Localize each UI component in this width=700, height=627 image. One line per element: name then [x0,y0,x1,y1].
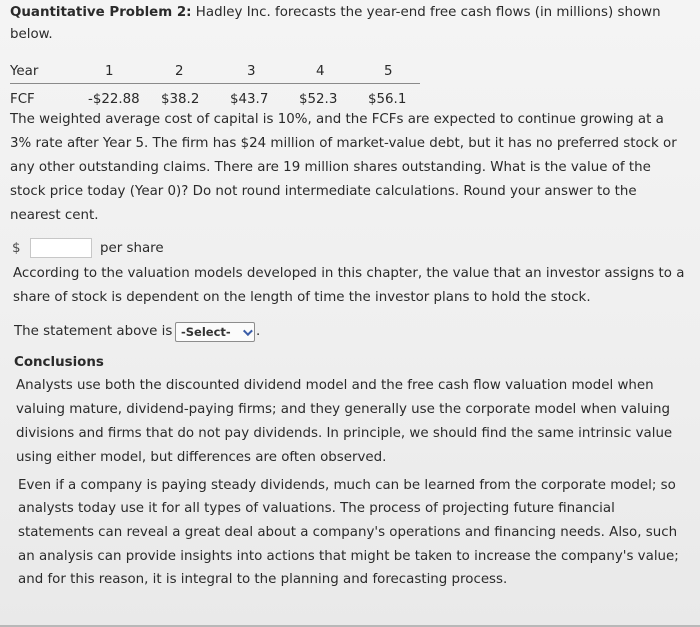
conclusion-line: valuing mature, dividend-paying firms; and they generally use the corporate model when valuing [16,402,670,417]
conclusion-line: an analysis can provide insights into actions that might be taken to increase the company's value; [18,549,679,564]
year-cell: 4 [316,64,325,79]
select-period: . [256,324,261,339]
problem-intro-text: Hadley Inc. forecasts the year-end free cash flows (in millions) shown [191,5,661,20]
year-label: Year [10,64,39,79]
year-cell: 1 [105,64,114,79]
conclusion-line: and for this reason, it is integral to the planning and forecasting process. [18,572,508,587]
fcf-cell: $38.2 [161,92,200,107]
question-line: The weighted average cost of capital is 10%, and the FCFs are expected to continue growing at a [10,112,664,127]
conclusions-heading: Conclusions [14,355,104,370]
statement-line: According to the valuation models developed in this chapter, the value that an investor assigns to a [13,266,685,281]
problem-intro-line-1 [10,4,661,22]
table-divider [10,83,420,84]
fcf-cell: -$22.88 [88,92,140,107]
year-cell: 3 [247,64,256,79]
fcf-label: FCF [10,92,35,107]
conclusion-line: Even if a company is paying steady dividends, much can be learned from the corporate model; so [18,478,676,493]
year-cell: 2 [175,64,184,79]
year-cell: 5 [384,64,393,79]
conclusion-line: using either model, but differences are often observed. [16,450,387,465]
conclusion-line: divisions and firms that do not pay dividends. In principle, we should find the same intrinsic value [16,426,673,441]
conclusion-line: analysts today use it for all types of valuations. The process of projecting future financial [18,501,615,516]
true-false-select[interactable] [175,322,255,342]
question-line: stock price today (Year 0)? Do not round intermediate calculations. Round your answer to the [10,184,637,199]
conclusion-line: statements can reveal a great deal about a company's operations and financing needs. Also, such [18,525,678,540]
problem-heading: Quantitative Problem 2: [10,5,192,20]
question-line: 3% rate after Year 5. The firm has $24 million of market-value debt, but it has no preferred stock or [10,136,677,151]
conclusion-line: Analysts use both the discounted dividend model and the free cash flow valuation model when [16,378,654,393]
chevron-down-icon [243,326,253,336]
stock-price-input[interactable] [30,238,92,258]
fcf-cell: $43.7 [230,92,269,107]
problem-intro-line-2: below. [10,27,53,42]
question-line: nearest cent. [10,208,99,223]
fcf-cell: $52.3 [299,92,338,107]
year-row [10,63,430,81]
select-value: -Select- [181,325,231,339]
statement-prompt: The statement above is [14,324,173,339]
currency-symbol: $ [12,240,21,256]
fcf-cell: $56.1 [368,92,407,107]
answer-unit: per share [100,240,164,256]
fcf-row [10,91,430,109]
answer-row [12,236,164,260]
question-line: any other outstanding claims. There are 19 million shares outstanding. What is the value of the [10,160,651,175]
statement-line: share of stock is dependent on the length of time the investor plans to hold the stock. [13,290,591,305]
